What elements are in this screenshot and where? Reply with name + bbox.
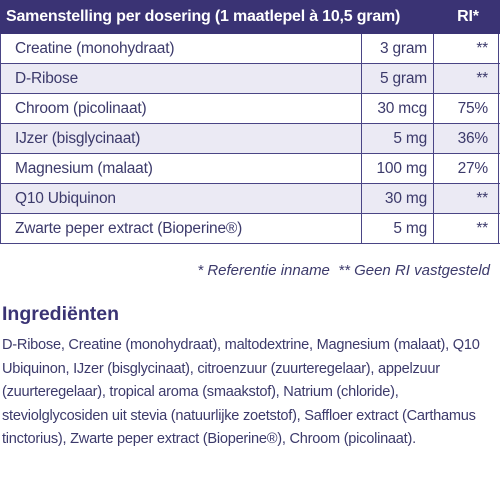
row-ri: 36% (434, 124, 499, 153)
ingredients-heading: Ingrediënten (2, 303, 120, 325)
row-amount: 5 mg (362, 124, 434, 153)
row-name: Creatine (monohydraat) (0, 34, 362, 63)
table-row (0, 34, 500, 64)
row-name: IJzer (bisglycinaat) (0, 124, 362, 153)
row-name: D-Ribose (0, 64, 362, 93)
row-amount: 30 mcg (362, 94, 434, 123)
row-amount: 100 mg (362, 154, 434, 183)
table-row (0, 94, 500, 124)
row-ri: ** (434, 214, 499, 243)
table-row (0, 184, 500, 214)
row-amount: 5 gram (362, 64, 434, 93)
row-ri: ** (434, 184, 499, 213)
row-name: Zwarte peper extract (Bioperine®) (0, 214, 362, 243)
row-ri: 27% (434, 154, 499, 183)
row-amount: 5 mg (362, 214, 434, 243)
header-ri-label: RI* (457, 8, 479, 25)
table-header (0, 0, 500, 34)
row-ri: ** (434, 64, 499, 93)
row-name: Q10 Ubiquinon (0, 184, 362, 213)
row-name: Chroom (picolinaat) (0, 94, 362, 123)
header-composition-label: Samenstelling per dosering (1 maatlepel à 10,5 gram) (6, 8, 401, 25)
ingredients-text: D-Ribose, Creatine (monohydraat), maltodextrine, Magnesium (malaat), Q10 Ubiquinon, IJzer (bisglycinaat), citroenzuur (zuurteregelaar), appelzuur (zuurteregelaar), tropical aroma (smaakstof), Natrium (chloride), steviolglycosiden uit stevia (natuurlijke zoetstof), Saffloer extract (Carthamus tinctorius), Zwarte peper extract (Bioperine®), Chroom (picolinaat). (2, 337, 480, 448)
row-ri: 75% (434, 94, 499, 123)
table-row (0, 64, 500, 94)
row-amount: 30 mg (362, 184, 434, 213)
row-ri: ** (434, 34, 499, 63)
table-row (0, 214, 500, 244)
table-row (0, 154, 500, 184)
row-name: Magnesium (malaat) (0, 154, 362, 183)
table-row (0, 124, 500, 154)
ri-footnote: * Referentie inname ** Geen RI vastgesteld (197, 262, 490, 279)
row-amount: 3 gram (362, 34, 434, 63)
